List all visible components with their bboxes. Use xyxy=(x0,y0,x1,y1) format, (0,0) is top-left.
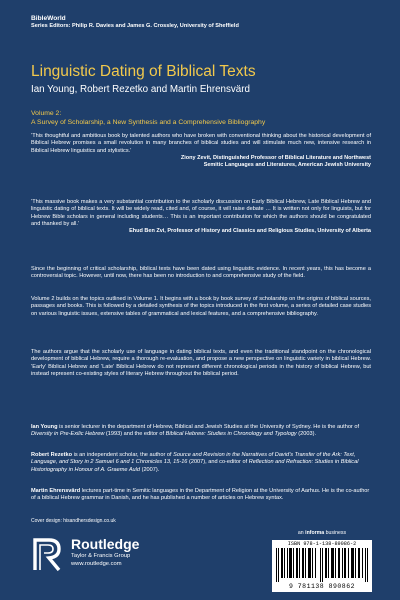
description-paragraph: Since the beginning of critical scholarship, biblical texts have been dated using linguistic evidence. In recent years, this has become a controversial topic. However, until now, there has been no introduction to and comprehensive study of the field. xyxy=(31,266,371,280)
informa-prefix: an xyxy=(297,530,304,536)
bio-book-title: Diversity in Pre-Exilic Hebrew xyxy=(31,431,105,438)
quote-attribution: Ehud Ben Zvi, Professor of History and Classics and Religious Studies, University of Alberta xyxy=(129,228,371,235)
quote-text: ‘This massive book makes a very substantial contribution to the scholarly discussion on Early Biblical Hebrew, Late Biblical Hebrew and linguistic dating of biblical texts. It will be widely read, cited and, of course, it will raise debate … It is written not only for linguists, but for Hebrew Bible scholars in general including students… This is an important contribution for which the authors should be congratulated and thanked by all.’ xyxy=(31,199,371,227)
author-name: Ian Young xyxy=(31,424,58,430)
book-title: Linguistic Dating of Biblical Texts xyxy=(31,63,256,80)
series-name: BibleWorld xyxy=(31,15,66,22)
description-paragraph: Volume 2 builds on the topics outlined in Volume 1. It begins with a book by book survey of scholarship on the origins of biblical sources, passages and books. This is followed by a detailed synthesis of the topics introduced in the first volume, a series of detailed case studies on various linguistic issues, extensive tables of grammatical and lexical features, and a comprehensive bibliography. xyxy=(31,296,371,317)
endorsement-quote xyxy=(31,133,371,169)
routledge-logo-icon xyxy=(31,534,65,574)
bio-text: lectures part-time in Semitic languages in the Department of Religion at the University of Aarhus. He is the co-author of a biblical Hebrew grammar in Danish, and he has published a number of articles on Hebrew syntax. xyxy=(31,488,370,502)
series-info xyxy=(31,15,381,30)
isbn-text: ISBN 978-1-138-89086-2 xyxy=(287,541,357,547)
cover-design-credit: Cover design: hisandhersdesign.co.uk xyxy=(31,518,116,524)
informa-business-label xyxy=(272,530,372,536)
volume-info xyxy=(31,110,381,127)
bio-text: is senior lecturer in the department of Hebrew, Biblical and Jewish Studies at the University of Sydney. He is the author of xyxy=(57,424,360,430)
publisher-url[interactable]: www.routledge.com xyxy=(71,561,122,567)
volume-number: Volume 2: xyxy=(31,110,62,117)
informa-suffix: business xyxy=(325,530,347,536)
quote-attribution: Ziony Zevit, Distinguished Professor of Biblical Literature and Northwest xyxy=(180,154,371,161)
volume-subtitle: A Survey of Scholarship, a New Synthesis and a Comprehensive Bibliography xyxy=(31,118,266,126)
bio-text: (2003). xyxy=(296,431,317,438)
informa-word: informa xyxy=(305,530,325,536)
bio-text: (2007), and co-editor of xyxy=(187,459,249,466)
author-name: Martin Ehrensvärd xyxy=(31,488,81,494)
author-name: Robert Rezetko xyxy=(31,452,73,458)
publisher-logo xyxy=(31,531,201,579)
isbn-barcode-block xyxy=(272,530,372,592)
barcode-digits: 9 781138 890862 xyxy=(288,583,355,590)
bio-text: is an independent scholar, the author of xyxy=(72,452,174,458)
series-editors: Series Editors: Philip R. Davies and James G. Crossley, University of Sheffield xyxy=(31,23,239,29)
author-bio-rezetko xyxy=(31,452,371,474)
barcode-panel xyxy=(272,540,372,592)
bio-book-title: Source and Revision in the Narratives of David’s Transfer of the Ark: Text, Language, and Story in 2 Samuel 6 and 1 Chronicles 13, 15-16 xyxy=(31,452,356,466)
barcode-icon xyxy=(276,548,368,582)
author-bio-young xyxy=(31,424,371,439)
bio-text: (2007). xyxy=(140,466,160,473)
endorsement-quote xyxy=(31,199,371,235)
quote-text: ‘This thoughtful and ambitious book by talented authors who have broken with conventional thinking about the historical development of Biblical Hebrew promises a small revolution in many branches of biblical studies and will stimulate much new, intensive research in Biblical Hebrew linguistics and stylistics.’ xyxy=(31,133,371,154)
publisher-group: Taylor & Francis Group xyxy=(71,553,131,559)
bio-book-title: Biblical Hebrew: Studies in Chronology and Typology xyxy=(165,431,297,438)
book-authors: Ian Young, Robert Rezetko and Martin Ehrensvärd xyxy=(31,84,250,95)
bio-book-title: Reflection and Refraction: Studies in Biblical Historiography in Honour of A. Graeme Auld xyxy=(31,459,359,473)
publisher-name: Routledge xyxy=(71,536,140,552)
description-paragraph: The authors argue that the scholarly use of language in dating biblical texts, and even the traditional standpoint on the chronological development of biblical Hebrew, require a thorough re-evaluation, and propose a new perspective on linguistic variety in biblical Hebrew. ‘Early’ Biblical Hebrew and ‘Late’ Biblical Hebrew do not represent different chronological periods in the history of biblical Hebrew, but instead represent co-existing styles of literary Hebrew throughout the biblical period. xyxy=(31,349,371,377)
bio-text: (1993) and the editor of xyxy=(104,431,166,438)
quote-attribution-line-2: Semitic Languages and Literatures, American Jewish University xyxy=(203,161,371,168)
author-bio-ehrensvard xyxy=(31,488,371,503)
